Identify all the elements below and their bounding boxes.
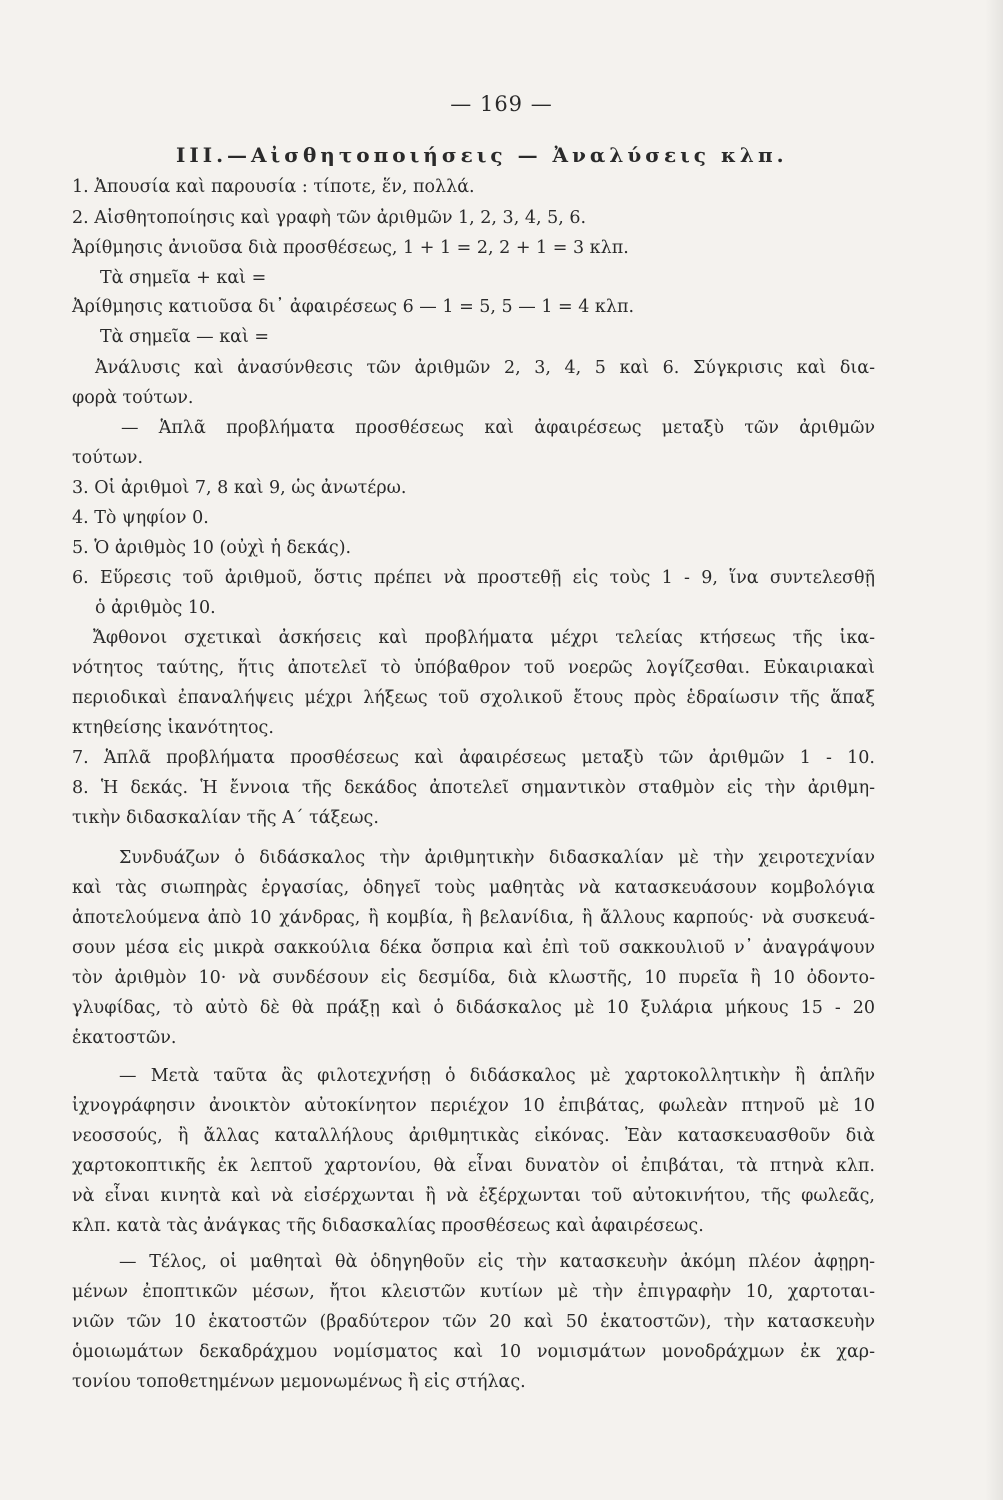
text-line: 6. Εὕρεσις τοῦ ἀριθμοῦ, ὅστις πρέπει νὰ προστεθῇ εἰς τοὺς 1 - 9, ἵνα συντελεσθῇ — [72, 568, 875, 588]
text-line: νιῶν τῶν 10 ἑκατοστῶν (βραδύτερον τῶν 20 καὶ 50 ἑκατοστῶν), τὴν κατασκευὴν — [72, 1312, 875, 1332]
text-line: 2. Αἰσθητοποίησις καὶ γραφὴ τῶν ἀριθμῶν 1, 2, 3, 4, 5, 6. — [72, 208, 587, 228]
text-line: μένων ἐποπτικῶν μέσων, ἤτοι κλειστῶν κυτίων μὲ τὴν ἐπιγραφὴν 10, χαρτοται- — [72, 1282, 875, 1302]
text-line: Ἀνάλυσις καὶ ἀνασύνθεσις τῶν ἀριθμῶν 2, 3, 4, 5 καὶ 6. Σύγκρισις καὶ δια- — [95, 358, 875, 378]
text-line: τικὴν διδασκαλίαν τῆς Α΄ τάξεως. — [72, 808, 379, 828]
text-line: περιοδικαὶ ἐπαναλήψεις μέχρι λήξεως τοῦ σχολικοῦ ἔτους πρὸς ἑδραίωσιν τῆς ἅπαξ — [72, 688, 875, 708]
text-line: γλυφίδας, τὸ αὐτὸ δὲ θὰ πράξῃ καὶ ὁ διδάσκαλος μὲ 10 ξυλάρια μήκους 15 - 20 — [72, 998, 875, 1018]
text-line: καὶ τὰς σιωπηρὰς ἐργασίας, ὁδηγεῖ τοὺς μαθητὰς νὰ κατασκευάσουν κομβολόγια — [72, 878, 875, 898]
text-line: Τὰ σημεῖα — καὶ = — [100, 327, 270, 347]
text-line: κλπ. κατὰ τὰς ἀνάγκας τῆς διδασκαλίας προσθέσεως καὶ ἀφαιρέσεως. — [72, 1216, 704, 1236]
text-line: φορὰ τούτων. — [72, 388, 194, 408]
page-edge-shadow — [985, 0, 1003, 1500]
text-line: νὰ εἶναι κινητὰ καὶ νὰ εἰσέρχωνται ἢ νὰ ἐξέρχωνται τοῦ αὐτοκινήτου, τῆς φωλεᾶς, — [72, 1186, 875, 1206]
text-line: — Ἁπλᾶ προβλήματα προσθέσεως καὶ ἀφαιρέσεως μεταξὺ τῶν ἀριθμῶν — [121, 418, 875, 438]
text-line: Ἀρίθμησις ἀνιοῦσα διὰ προσθέσεως, 1 + 1 = 2, 2 + 1 = 3 κλπ. — [72, 238, 629, 258]
text-line: Ἀρίθμησις κατιοῦσα δι᾽ ἀφαιρέσεως 6 — 1 = 5, 5 — 1 = 4 κλπ. — [72, 297, 635, 317]
text-line: ὁμοιωμάτων δεκαδράχμου νομίσματος καὶ 10 νομισμάτων μονοδράχμων ἐκ χαρ- — [72, 1342, 875, 1362]
text-line: 8. Ἡ δεκάς. Ἡ ἔννοια τῆς δεκάδος ἀποτελεῖ σημαντικὸν σταθμὸν εἰς τὴν ἀριθμη- — [72, 778, 875, 798]
text-line: 5. Ὁ ἀριθμὸς 10 (οὐχὶ ἡ δεκάς). — [72, 538, 352, 558]
text-line: ὁ ἀριθμὸς 10. — [95, 598, 216, 618]
text-line: Συνδυάζων ὁ διδάσκαλος τὴν ἀριθμητικὴν διδασκαλίαν μὲ τὴν χειροτεχνίαν — [119, 848, 875, 868]
text-line: — Τέλος, οἱ μαθηταὶ θὰ ὁδηγηθοῦν εἰς τὴν κατασκευὴν ἀκόμη πλέον ἀφῃρη- — [119, 1252, 875, 1272]
text-line: 4. Τὸ ψηφίον 0. — [72, 508, 209, 528]
text-line: ἰχνογράφησιν ἀνοικτὸν αὐτοκίνητον περιέχον 10 ἐπιβάτας, φωλεὰν πτηνοῦ μὲ 10 — [72, 1096, 875, 1116]
page-number: — 169 — — [450, 92, 553, 116]
text-line: 1. Ἀπουσία καὶ παρουσία : τίποτε, ἕν, πολλά. — [72, 177, 475, 197]
text-line: ἀποτελούμενα ἀπὸ 10 χάνδρας, ἢ κομβία, ἢ βελανίδια, ἢ ἄλλους καρπούς· νὰ συσκευά- — [72, 908, 875, 928]
text-line: Ἄφθονοι σχετικαὶ ἀσκήσεις καὶ προβλήματα μέχρι τελείας κτήσεως τῆς ἱκα- — [93, 628, 875, 648]
text-line: 3. Οἱ ἀριθμοὶ 7, 8 καὶ 9, ὡς ἀνωτέρω. — [72, 478, 407, 498]
text-line: ἑκατοστῶν. — [72, 1028, 177, 1048]
text-line: σουν μέσα εἰς μικρὰ σακκούλια δέκα ὄσπρια καὶ ἐπὶ τοῦ σακκουλιοῦ ν᾽ ἀναγράψουν — [72, 938, 875, 958]
text-line: νεοσσούς, ἢ ἄλλας καταλλήλους ἀριθμητικὰς εἰκόνας. Ἐὰν κατασκευασθοῦν διὰ — [72, 1126, 875, 1146]
text-line: τούτων. — [72, 448, 144, 468]
text-line: — Μετὰ ταῦτα ἂς φιλοτεχνήσῃ ὁ διδάσκαλος μὲ χαρτοκολλητικὴν ἢ ἁπλῆν — [119, 1066, 875, 1086]
text-line: χαρτοκοπτικῆς ἐκ λεπτοῦ χαρτονίου, θὰ εἶναι δυνατὸν οἱ ἐπιβάται, τὰ πτηνὰ κλπ. — [72, 1156, 875, 1176]
text-line: τονίου τοποθετημένων μεμονωμένως ἢ εἰς στήλας. — [72, 1372, 526, 1392]
section-heading: III.—Αἰσθητοποιήσεις — Ἀναλύσεις κλπ. — [176, 143, 788, 167]
text-line: 7. Ἁπλᾶ προβλήματα προσθέσεως καὶ ἀφαιρέσεως μεταξὺ τῶν ἀριθμῶν 1 - 10. — [72, 748, 875, 768]
text-line: νότητος ταύτης, ἥτις ἀποτελεῖ τὸ ὑπόβαθρον τοῦ νοερῶς λογίζεσθαι. Εὐκαιριακαὶ — [72, 658, 875, 678]
text-line: τὸν ἀριθμὸν 10· νὰ συνδέσουν εἰς δεσμίδα, διὰ κλωστῆς, 10 πυρεῖα ἢ 10 ὀδοντο- — [72, 968, 875, 988]
text-line: Τὰ σημεῖα + καὶ = — [100, 268, 267, 288]
text-line: κτηθείσης ἱκανότητος. — [72, 718, 274, 738]
